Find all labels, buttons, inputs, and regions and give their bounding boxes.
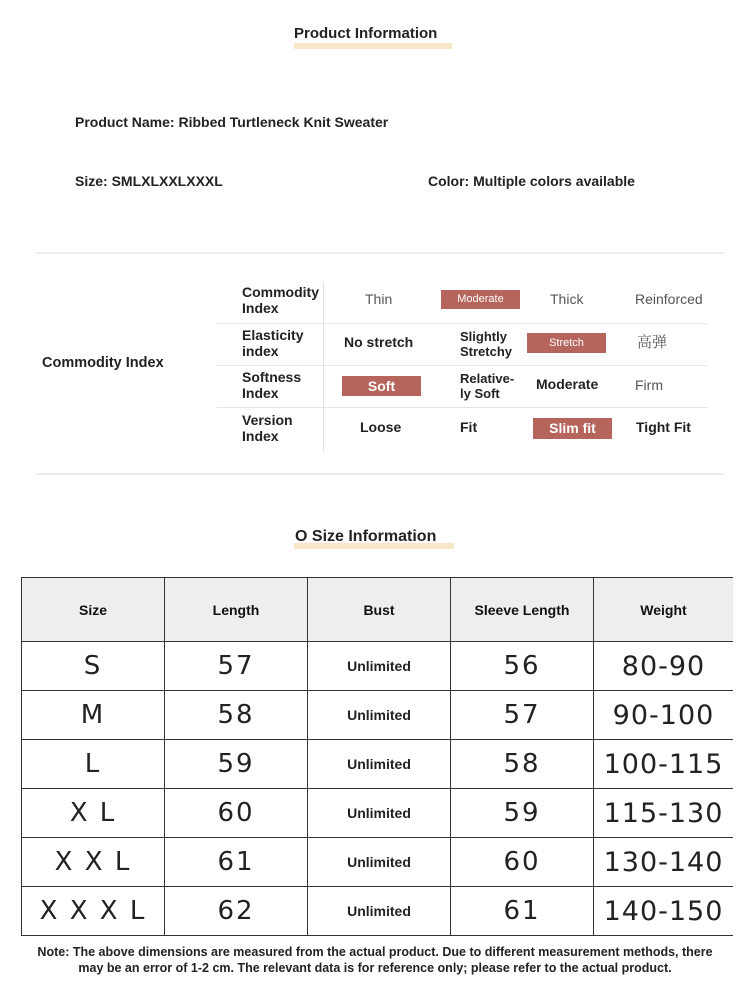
cell-length: 62 xyxy=(165,887,308,936)
index-option: Thick xyxy=(550,291,584,307)
cell-length: 57 xyxy=(165,642,308,691)
cell-size: X X X L xyxy=(22,887,165,936)
index-option: Moderate xyxy=(536,376,599,392)
index-option-selected: Slim fit xyxy=(533,418,612,439)
index-row-label: Softness Index xyxy=(242,369,302,401)
cell-sleeve-length: 59 xyxy=(451,789,594,838)
note-line-2: may be an error of 1-2 cm. The relevant data is for reference only; please refer to the actual product. xyxy=(78,961,672,975)
cell-size: S xyxy=(22,642,165,691)
product-name: Product Name: Ribbed Turtleneck Knit Sweater xyxy=(75,114,389,130)
cell-length: 60 xyxy=(165,789,308,838)
cell-size: M xyxy=(22,691,165,740)
measurement-note xyxy=(0,944,750,976)
cell-size: L xyxy=(22,740,165,789)
table-row xyxy=(22,691,734,740)
divider-bottom xyxy=(36,473,724,475)
cell-sleeve-length: 60 xyxy=(451,838,594,887)
size-info-title: O Size Information xyxy=(295,528,437,545)
cell-bust: Unlimited xyxy=(308,887,451,936)
index-row-label: Elasticity index xyxy=(242,327,304,359)
header-sleeve-length: Sleeve Length xyxy=(451,578,594,642)
table-row xyxy=(22,740,734,789)
index-option-selected: Soft xyxy=(342,376,421,396)
divider-top xyxy=(36,252,724,254)
product-color: Color: Multiple colors available xyxy=(428,173,635,189)
cell-bust: Unlimited xyxy=(308,789,451,838)
table-row xyxy=(22,838,734,887)
index-option: Relative-ly Soft xyxy=(460,371,515,401)
cell-length: 59 xyxy=(165,740,308,789)
index-option: Slightly Stretchy xyxy=(460,329,513,359)
cell-weight: 100-115 xyxy=(594,740,734,789)
index-row-label: Commodity Index xyxy=(242,284,319,316)
cell-bust: Unlimited xyxy=(308,740,451,789)
index-option: Loose xyxy=(360,419,402,435)
cell-weight: 115-130 xyxy=(594,789,734,838)
cell-size: X X L xyxy=(22,838,165,887)
index-option-selected: Moderate xyxy=(441,290,520,309)
cell-bust: Unlimited xyxy=(308,642,451,691)
table-row xyxy=(22,642,734,691)
index-option: Thin xyxy=(365,291,393,307)
cell-weight: 130-140 xyxy=(594,838,734,887)
cell-bust: Unlimited xyxy=(308,838,451,887)
table-row xyxy=(22,887,734,936)
cell-weight: 80-90 xyxy=(594,642,734,691)
index-option: Reinforced xyxy=(635,291,703,307)
index-row-divider xyxy=(217,407,707,408)
commodity-index-left-label: Commodity Index xyxy=(42,355,164,371)
index-option: Tight Fit xyxy=(636,419,691,435)
cell-weight: 140-150 xyxy=(594,887,734,936)
header-weight: Weight xyxy=(594,578,734,642)
cell-sleeve-length: 61 xyxy=(451,887,594,936)
cell-sleeve-length: 58 xyxy=(451,740,594,789)
product-size: Size: SMLXLXXLXXXL xyxy=(75,173,223,189)
index-option-selected: Stretch xyxy=(527,333,606,353)
size-table-header-row xyxy=(22,578,734,642)
size-table xyxy=(21,577,733,936)
index-option: Firm xyxy=(635,377,663,393)
index-option: No stretch xyxy=(344,334,414,350)
cell-weight: 90-100 xyxy=(594,691,734,740)
cell-sleeve-length: 57 xyxy=(451,691,594,740)
table-row xyxy=(22,789,734,838)
index-option: Fit xyxy=(460,419,478,435)
index-option: 高弹 xyxy=(637,334,668,351)
note-line-1: Note: The above dimensions are measured from the actual product. Due to different measurement methods, there xyxy=(37,945,713,959)
header-size: Size xyxy=(22,578,165,642)
title-underline xyxy=(294,43,452,49)
index-row-divider xyxy=(217,323,707,324)
index-row-label: Version Index xyxy=(242,412,293,444)
cell-length: 61 xyxy=(165,838,308,887)
product-info-title: Product Information xyxy=(294,25,438,42)
cell-size: X L xyxy=(22,789,165,838)
cell-length: 58 xyxy=(165,691,308,740)
index-row-divider xyxy=(217,365,707,366)
cell-sleeve-length: 56 xyxy=(451,642,594,691)
header-length: Length xyxy=(165,578,308,642)
cell-bust: Unlimited xyxy=(308,691,451,740)
header-bust: Bust xyxy=(308,578,451,642)
